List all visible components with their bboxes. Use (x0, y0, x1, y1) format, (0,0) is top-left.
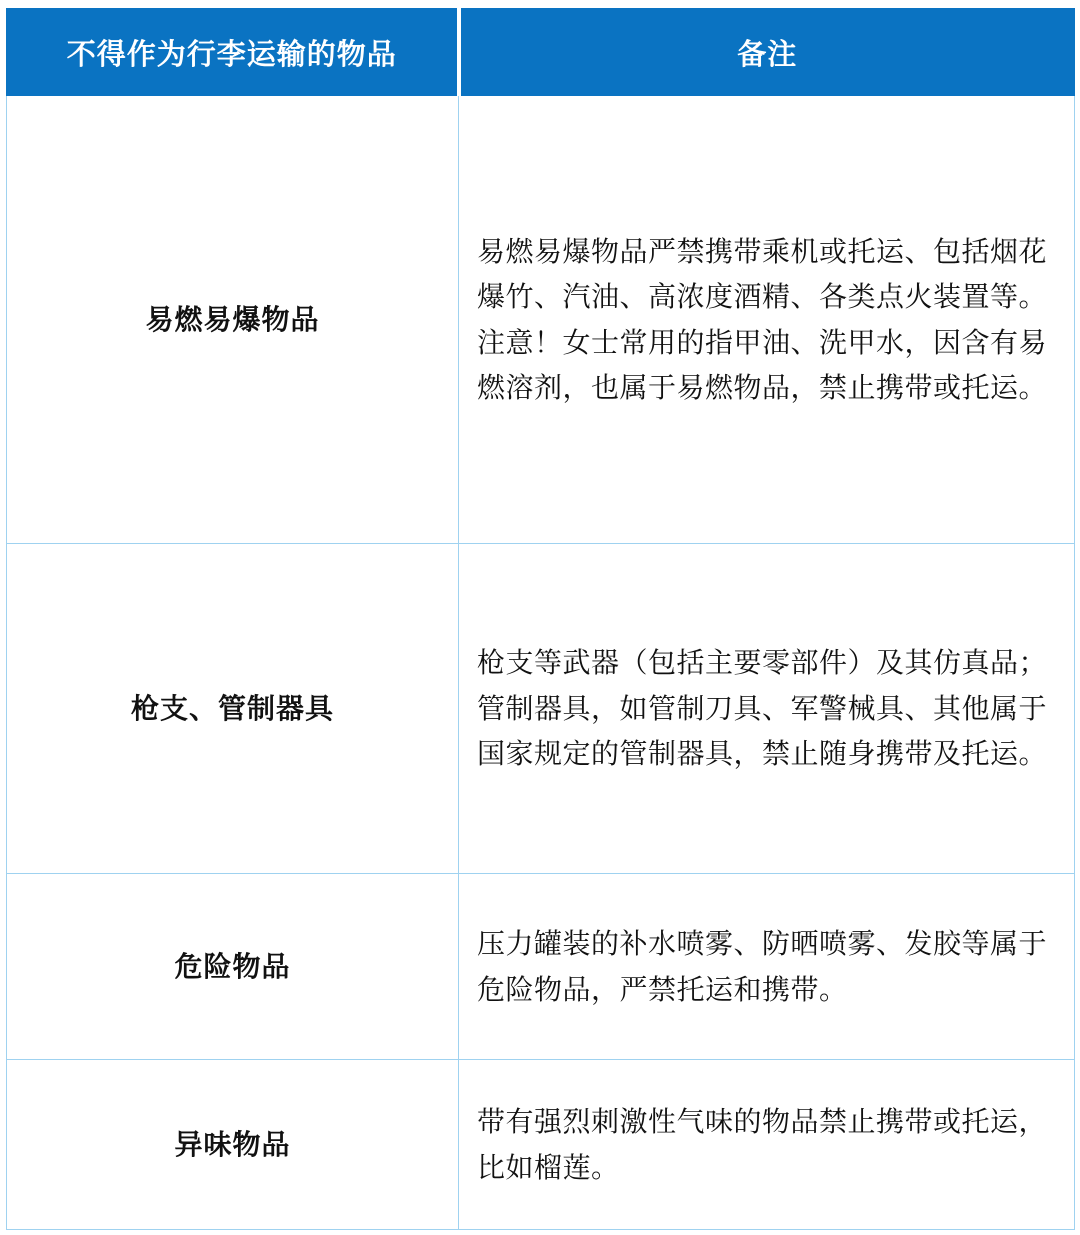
cell-item-name: 异味物品 (7, 1060, 459, 1230)
note-line: 枪支等武器（包括主要零部件）及其仿真品；管制器具，如管制刀具、军警械具、其他属于国家规定的管制器具，禁止随身携带及托运。 (477, 647, 1048, 770)
column-header-item: 不得作为行李运输的物品 (7, 9, 459, 96)
cell-item-note (459, 96, 1075, 544)
table-row (7, 874, 1075, 1060)
table-header-row (7, 9, 1075, 96)
table-header (7, 9, 1075, 96)
note-line: 压力罐装的补水喷雾、防晒喷雾、发胶等属于危险物品，严禁托运和携带。 (477, 928, 1048, 1005)
cell-item-name: 危险物品 (7, 874, 459, 1060)
table-row (7, 96, 1075, 544)
cell-item-note (459, 544, 1075, 874)
note-line: 带有强烈刺激性气味的物品禁止携带或托运，比如榴莲。 (477, 1106, 1048, 1183)
table-row (7, 1060, 1075, 1230)
note-line: 注意！女士常用的指甲油、洗甲水，因含有易燃溶剂，也属于易燃物品，禁止携带或托运。 (477, 326, 1048, 403)
column-header-note: 备注 (459, 9, 1075, 96)
cell-item-note (459, 874, 1075, 1060)
cell-item-note (459, 1060, 1075, 1230)
cell-item-name: 易燃易爆物品 (7, 96, 459, 544)
note-line: 易燃易爆物品严禁携带乘机或托运、包括烟花爆竹、汽油、高浓度酒精、各类点火装置等。 (477, 235, 1048, 313)
cell-item-name: 枪支、管制器具 (7, 544, 459, 874)
prohibited-items-table (6, 8, 1075, 1230)
table-row (7, 544, 1075, 874)
table-body (7, 96, 1075, 1230)
